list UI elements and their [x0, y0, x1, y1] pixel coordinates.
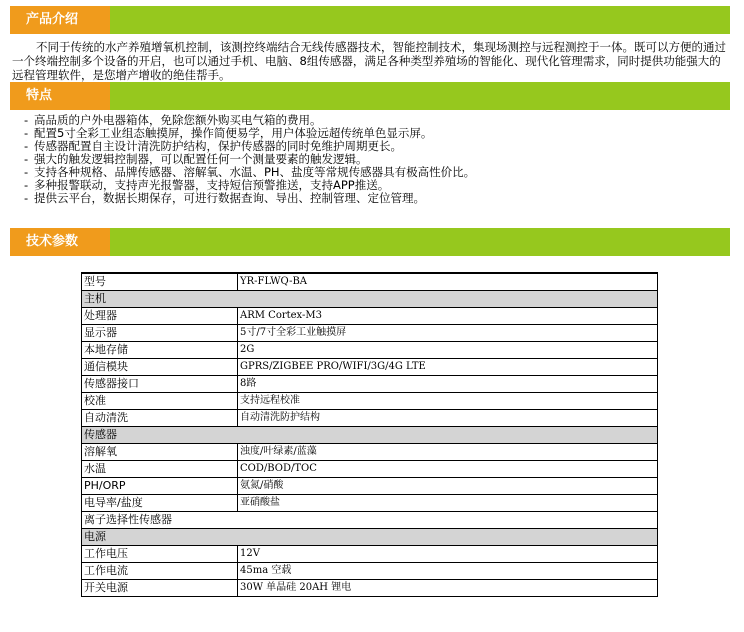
spec-section-label: 主机 [82, 291, 658, 308]
spec-key: 水温 [82, 461, 238, 478]
spec-section-row [82, 291, 658, 308]
spec-row [82, 546, 658, 563]
spec-row [82, 410, 658, 427]
spec-key: PH/ORP [82, 478, 238, 495]
feature-item: - 多种报警联动，支持声光报警器，支持短信预警推送，支持APP推送。 [12, 179, 730, 192]
spec-row [82, 393, 658, 410]
spec-row [82, 325, 658, 342]
spec-value: 亚硝酸盐 [238, 495, 658, 512]
feature-item: - 传感器配置自主设计清洗防护结构，保护传感器的同时免维护周期更长。 [12, 140, 730, 153]
feature-item: - 高品质的户外电器箱体，免除您额外购买电气箱的费用。 [12, 114, 730, 127]
spec-key: 离子选择性传感器 [82, 512, 658, 529]
specs-header-bar [10, 228, 730, 256]
spec-row [82, 308, 658, 325]
spec-row [82, 461, 658, 478]
spec-key: 开关电源 [82, 580, 238, 597]
specs-header-tab: 技术参数 [10, 228, 110, 256]
spec-row [82, 342, 658, 359]
spec-key: 显示器 [82, 325, 238, 342]
spec-section-row [82, 529, 658, 546]
spec-row [82, 580, 658, 597]
spec-key: 工作电流 [82, 563, 238, 580]
intro-header-tab: 产品介绍 [10, 6, 110, 34]
intro-header-bar [10, 6, 730, 34]
spec-key: 本地存储 [82, 342, 238, 359]
spec-value: 5寸/7寸全彩工业触摸屏 [238, 325, 658, 342]
spec-value: 自动清洗防护结构 [238, 410, 658, 427]
spec-section-label: 电源 [82, 529, 658, 546]
features-list [12, 114, 730, 205]
spec-key: 校准 [82, 393, 238, 410]
spec-key: 型号 [82, 273, 238, 291]
spec-value: 氨氮/硝酸 [238, 478, 658, 495]
spec-key: 工作电压 [82, 546, 238, 563]
spec-section-label: 传感器 [82, 427, 658, 444]
feature-item: - 支持各种规格、品牌传感器、溶解氧、水温、PH、盐度等常规传感器具有极高性价比。 [12, 166, 730, 179]
spec-row [82, 273, 658, 291]
spec-key: 溶解氧 [82, 444, 238, 461]
spec-table [81, 272, 658, 597]
spec-row [82, 376, 658, 393]
spec-value: GPRS/ZIGBEE PRO/WIFI/3G/4G LTE [238, 359, 658, 376]
spec-key: 电导率/盐度 [82, 495, 238, 512]
feature-item: - 强大的触发逻辑控制器，可以配置任何一个测量要素的触发逻辑。 [12, 153, 730, 166]
spec-row [82, 444, 658, 461]
spec-value: 12V [238, 546, 658, 563]
intro-paragraph [12, 40, 730, 82]
features-header-bar [10, 82, 730, 110]
features-header-tab: 特点 [10, 82, 110, 110]
spec-section-row [82, 427, 658, 444]
feature-item: - 提供云平台，数据长期保存，可进行数据查询、导出、控制管理、定位管理。 [12, 192, 730, 205]
spec-row [82, 478, 658, 495]
feature-item: - 配置5寸全彩工业组态触摸屏，操作简便易学，用户体验远超传统单色显示屏。 [12, 127, 730, 140]
spec-key: 传感器接口 [82, 376, 238, 393]
spec-value: ARM Cortex-M3 [238, 308, 658, 325]
spec-key: 通信模块 [82, 359, 238, 376]
spec-value: 支持远程校准 [238, 393, 658, 410]
spec-value: 2G [238, 342, 658, 359]
spec-value: 8路 [238, 376, 658, 393]
spec-value: COD/BOD/TOC [238, 461, 658, 478]
spec-key: 自动清洗 [82, 410, 238, 427]
spec-row [82, 359, 658, 376]
spec-value: 浊度/叶绿素/蓝藻 [238, 444, 658, 461]
spec-value: YR-FLWQ-BA [238, 273, 658, 291]
spec-value: 45ma 空载 [238, 563, 658, 580]
intro-text: 不同于传统的水产养殖增氧机控制，该测控终端结合无线传感器技术，智能控制技术，集现场测控与远程测控于一体。既可以方便的通过一个终端控制多个设备的开启，也可以通过手机、电脑、8组传感器，满足各种类型养殖场的智能化、现代化管理需求，同时提供功能强大的远程管理软件，是您增产增收的绝佳帮手。 [12, 40, 726, 82]
spec-row [82, 495, 658, 512]
spec-key: 处理器 [82, 308, 238, 325]
spec-row [82, 563, 658, 580]
spec-row [82, 512, 658, 529]
spec-value: 30W 单晶硅 20AH 锂电 [238, 580, 658, 597]
